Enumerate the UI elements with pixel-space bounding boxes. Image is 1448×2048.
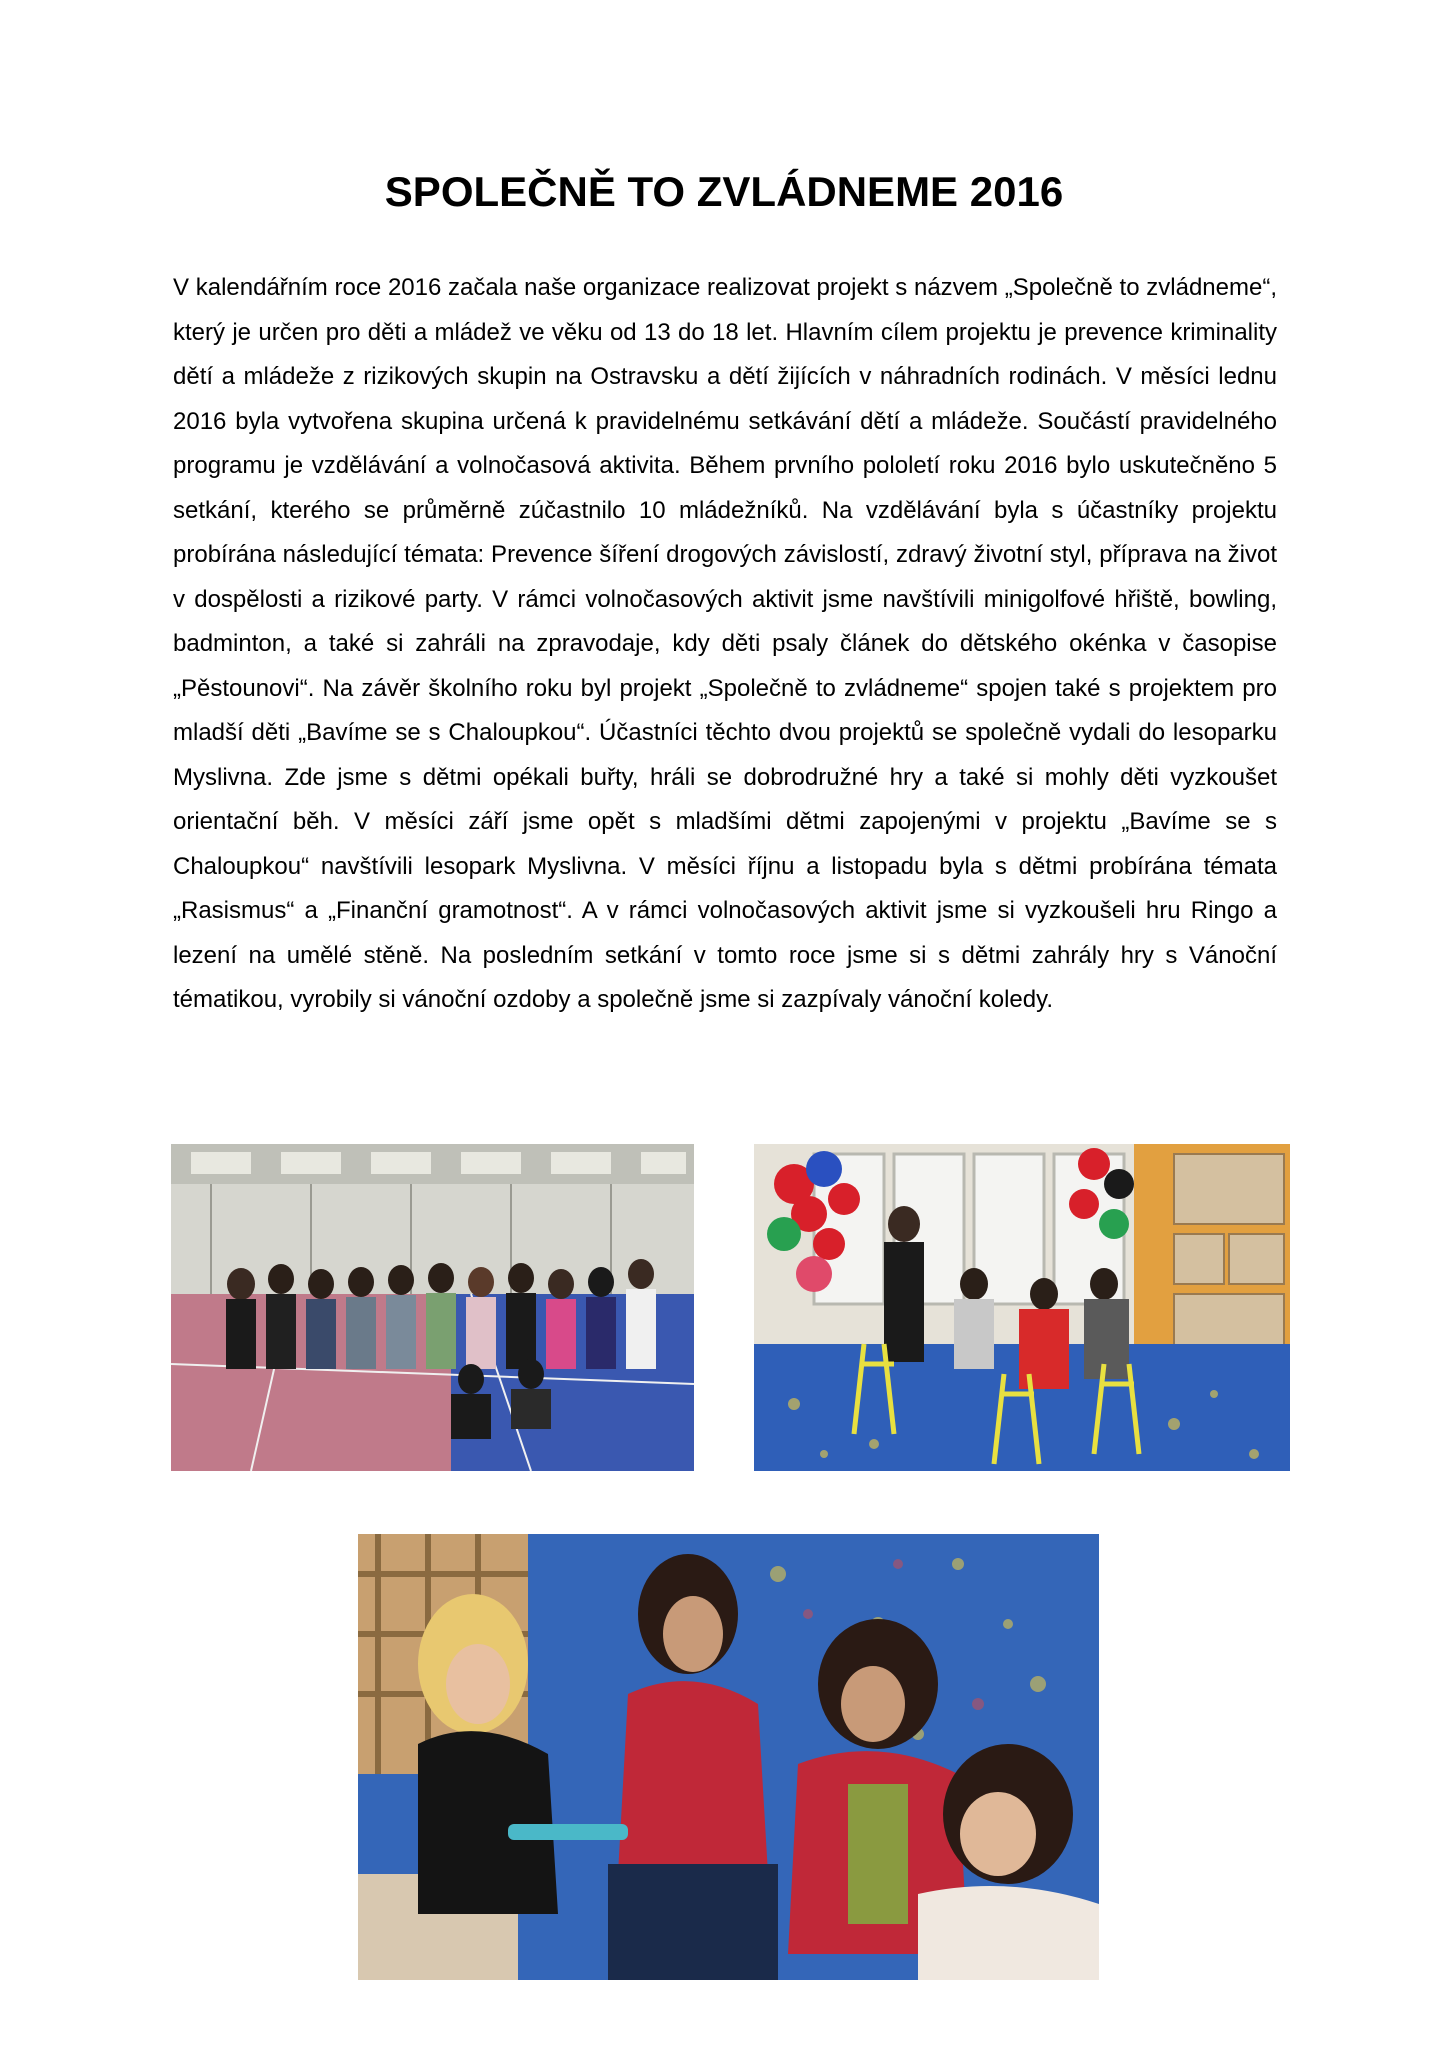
- photo-girls-sitting: [358, 1534, 1099, 1980]
- photo-playroom-illustration: [754, 1144, 1290, 1471]
- photo-playroom-children: [754, 1144, 1290, 1471]
- page-title: SPOLEČNĚ TO ZVLÁDNEME 2016: [384, 168, 1064, 215]
- photo-sports-hall-illustration: [171, 1144, 694, 1471]
- photo-sports-hall-group: [171, 1144, 694, 1471]
- body-paragraph: V kalendářním roce 2016 začala naše organizace realizovat projekt s názvem „Společně to zvládneme“, který je určen pro děti a mládež ve věku od 13 do 18 let. Hlavním cílem projektu je prevence kriminality dětí a mládeže z rizikových skupin na Ostravsku a dětí žijících v náhradních rodinách. V měsíci lednu 2016 byla vytvořena skupina určená k pravidelnému setkávání dětí a mládeže. Součástí pravidelného programu je vzdělávání a volnočasová aktivita. Během prvního pololetí roku 2016 bylo uskutečněno 5 setkání, kterého se průměrně zúčastnilo 10 mládežníků. Na vzdělávání byla s účastníky projektu probírána následující témata: Prevence šíření drogových závislostí, zdravý životní styl, příprava na život v dospělosti a rizikové party. V rámci volnočasových aktivit jsme navštívili minigolfové hřiště, bowling, badminton, a také si zahráli na zpravodaje, kdy děti psaly článek do dětského okénka v časopise „Pěstounovi“. Na závěr školního roku byl projekt „Společně to zvládneme“ spojen také s projektem pro mladší děti „Bavíme se s Chaloupkou“. Účastníci těchto dvou projektů se společně vydali do lesoparku Myslivna. Zde jsme s dětmi opékali buřty, hráli se dobrodružné hry a také si mohly děti vyzkoušet orientační běh. V měsíci září jsme opět s mladšími dětmi zapojenými v projektu „Bavíme se s Chaloupkou“ navštívili lesopark Myslivna. V měsíci říjnu a listopadu byla s dětmi probírána témata „Rasismus“ a „Finanční gramotnost“. A v rámci volnočasových aktivit jsme si vyzkoušeli hru Ringo a lezení na umělé stěně. Na posledním setkání v tomto roce jsme si s dětmi zahrály hry s Vánoční tématikou, vyrobily si vánoční ozdoby a společně jsme si zazpívaly vánoční koledy.: [173, 274, 1277, 1013]
- photo-girls-illustration: [358, 1534, 1099, 1980]
